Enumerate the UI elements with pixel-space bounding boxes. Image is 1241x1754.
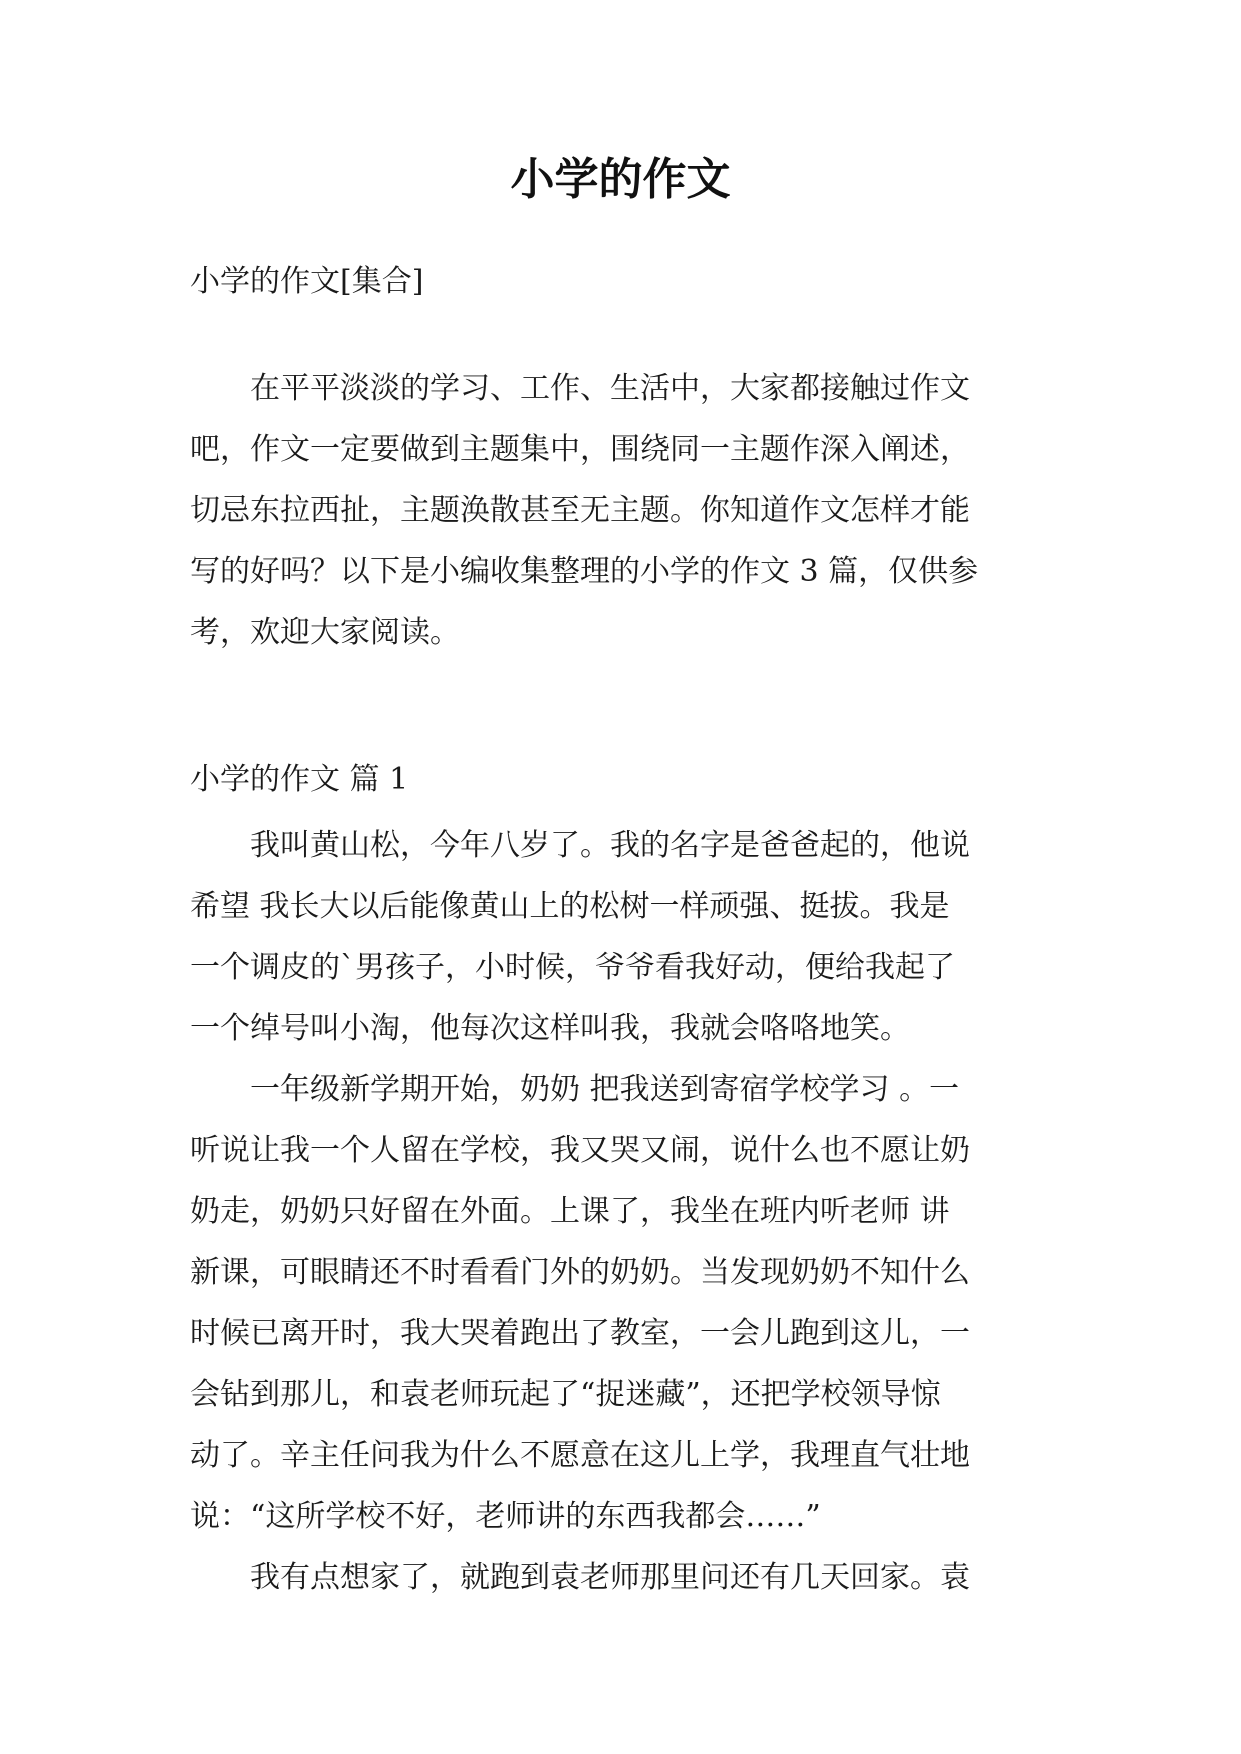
- body-line: 新课，可眼睛还不时看看门外的奶奶。当发现奶奶不知什么: [190, 1255, 970, 1290]
- body-line: 会钻到那儿，和袁老师玩起了“捉迷藏”，还把学校领导惊: [190, 1377, 941, 1412]
- intro-line: 切忌东拉西扯，主题涣散甚至无主题。你知道作文怎样才能: [190, 493, 970, 528]
- body-line: 一年级新学期开始，奶奶 把我送到寄宿学校学习 。一: [190, 1072, 960, 1107]
- intro-line: 写的好吗？以下是小编收集整理的小学的作文 3 篇，仅供参: [190, 554, 979, 589]
- document-subtitle: 小学的作文[集合]: [190, 264, 424, 299]
- body-line: 一个调皮的`男孩子，小时候，爷爷看我好动，便给我起了: [190, 950, 955, 985]
- intro-line: 吧，作文一定要做到主题集中，围绕同一主题作深入阐述，: [190, 432, 970, 467]
- body-line: 一个绰号叫小淘，他每次这样叫我，我就会咯咯地笑。: [190, 1011, 910, 1046]
- body-line: 说：“这所学校不好，老师讲的东西我都会……”: [190, 1499, 821, 1534]
- body-line: 动了。辛主任问我为什么不愿意在这儿上学，我理直气壮地: [190, 1438, 970, 1473]
- section-heading: 小学的作文 篇 1: [190, 762, 409, 797]
- body-line: 希望 我长大以后能像黄山上的松树一样顽强、挺拔。我是: [190, 889, 950, 924]
- document-title: 小学的作文: [510, 154, 731, 205]
- intro-line: 考，欢迎大家阅读。: [190, 615, 460, 650]
- body-line: 奶走，奶奶只好留在外面。上课了，我坐在班内听老师 讲: [190, 1194, 950, 1229]
- intro-line: 在平平淡淡的学习、工作、生活中，大家都接触过作文: [190, 371, 970, 406]
- body-text: [190, 815, 1070, 1608]
- body-line: 我有点想家了，就跑到袁老师那里问还有几天回家。袁: [190, 1560, 970, 1595]
- body-line: 时候已离开时，我大哭着跑出了教室，一会儿跑到这儿，一: [190, 1316, 970, 1351]
- body-line: 听说让我一个人留在学校，我又哭又闹，说什么也不愿让奶: [190, 1133, 970, 1168]
- intro-paragraph: [190, 358, 1070, 663]
- body-line: 我叫黄山松，今年八岁了。我的名字是爸爸起的，他说: [190, 828, 970, 863]
